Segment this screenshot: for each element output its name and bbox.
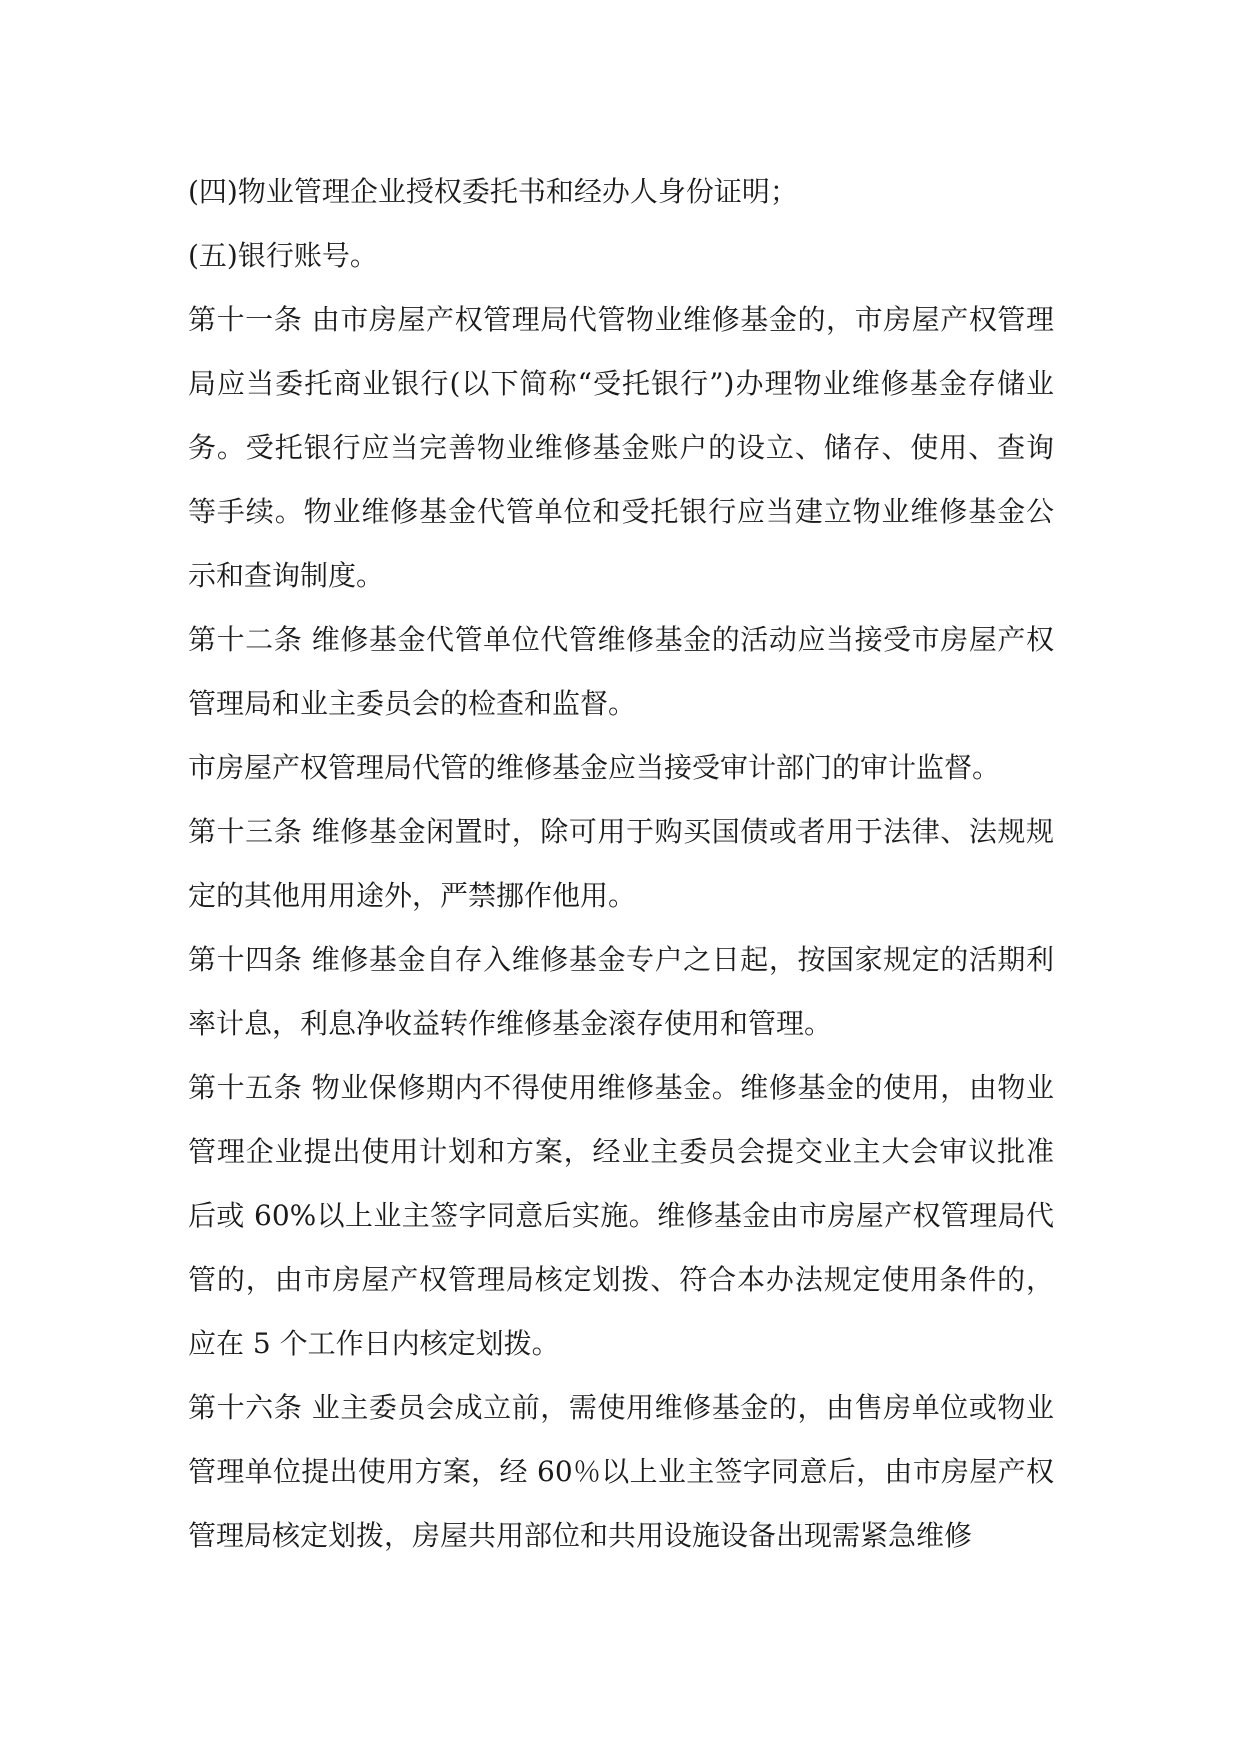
- paragraph-item-5: (五)银行账号。: [188, 239, 378, 272]
- article-13: 第十三条 维修基金闲置时，除可用于购买国债或者用于法律、法规规定的其他用用途外，严禁挪作他用。: [188, 815, 1054, 912]
- article-12-audit: 市房屋产权管理局代管的维修基金应当接受审计部门的审计监督。: [188, 751, 1001, 784]
- article-15: 第十五条 物业保修期内不得使用维修基金。维修基金的使用，由物业管理企业提出使用计划和方案，经业主委员会提交业主大会审议批准后或 60%以上业主签字同意后实施。维修基金由市房屋产权管理局代管的，由市房屋产权管理局核定划拨、符合本办法规定使用条件的，应在 5 个工作日内核定划拨。: [188, 1071, 1054, 1360]
- paragraph-item-4: (四)物业管理企业授权委托书和经办人身份证明；: [188, 175, 798, 208]
- article-12: 第十二条 维修基金代管单位代管维修基金的活动应当接受市房屋产权管理局和业主委员会的检查和监督。: [188, 623, 1054, 720]
- article-14: 第十四条 维修基金自存入维修基金专户之日起，按国家规定的活期利率计息，利息净收益转作维修基金滚存使用和管理。: [188, 943, 1054, 1040]
- article-11: 第十一条 由市房屋产权管理局代管物业维修基金的，市房屋产权管理局应当委托商业银行(以下简称“受托银行”)办理物业维修基金存储业务。受托银行应当完善物业维修基金账户的设立、储存、使用、查询等手续。物业维修基金代管单位和受托银行应当建立物业维修基金公示和查询制度。: [188, 303, 1054, 592]
- document-body: [188, 160, 1054, 1568]
- article-16: 第十六条 业主委员会成立前，需使用维修基金的，由售房单位或物业管理单位提出使用方案，经 60％以上业主签字同意后，由市房屋产权管理局核定划拨，房屋共用部位和共用设施设备出现需紧急维修: [188, 1391, 1054, 1552]
